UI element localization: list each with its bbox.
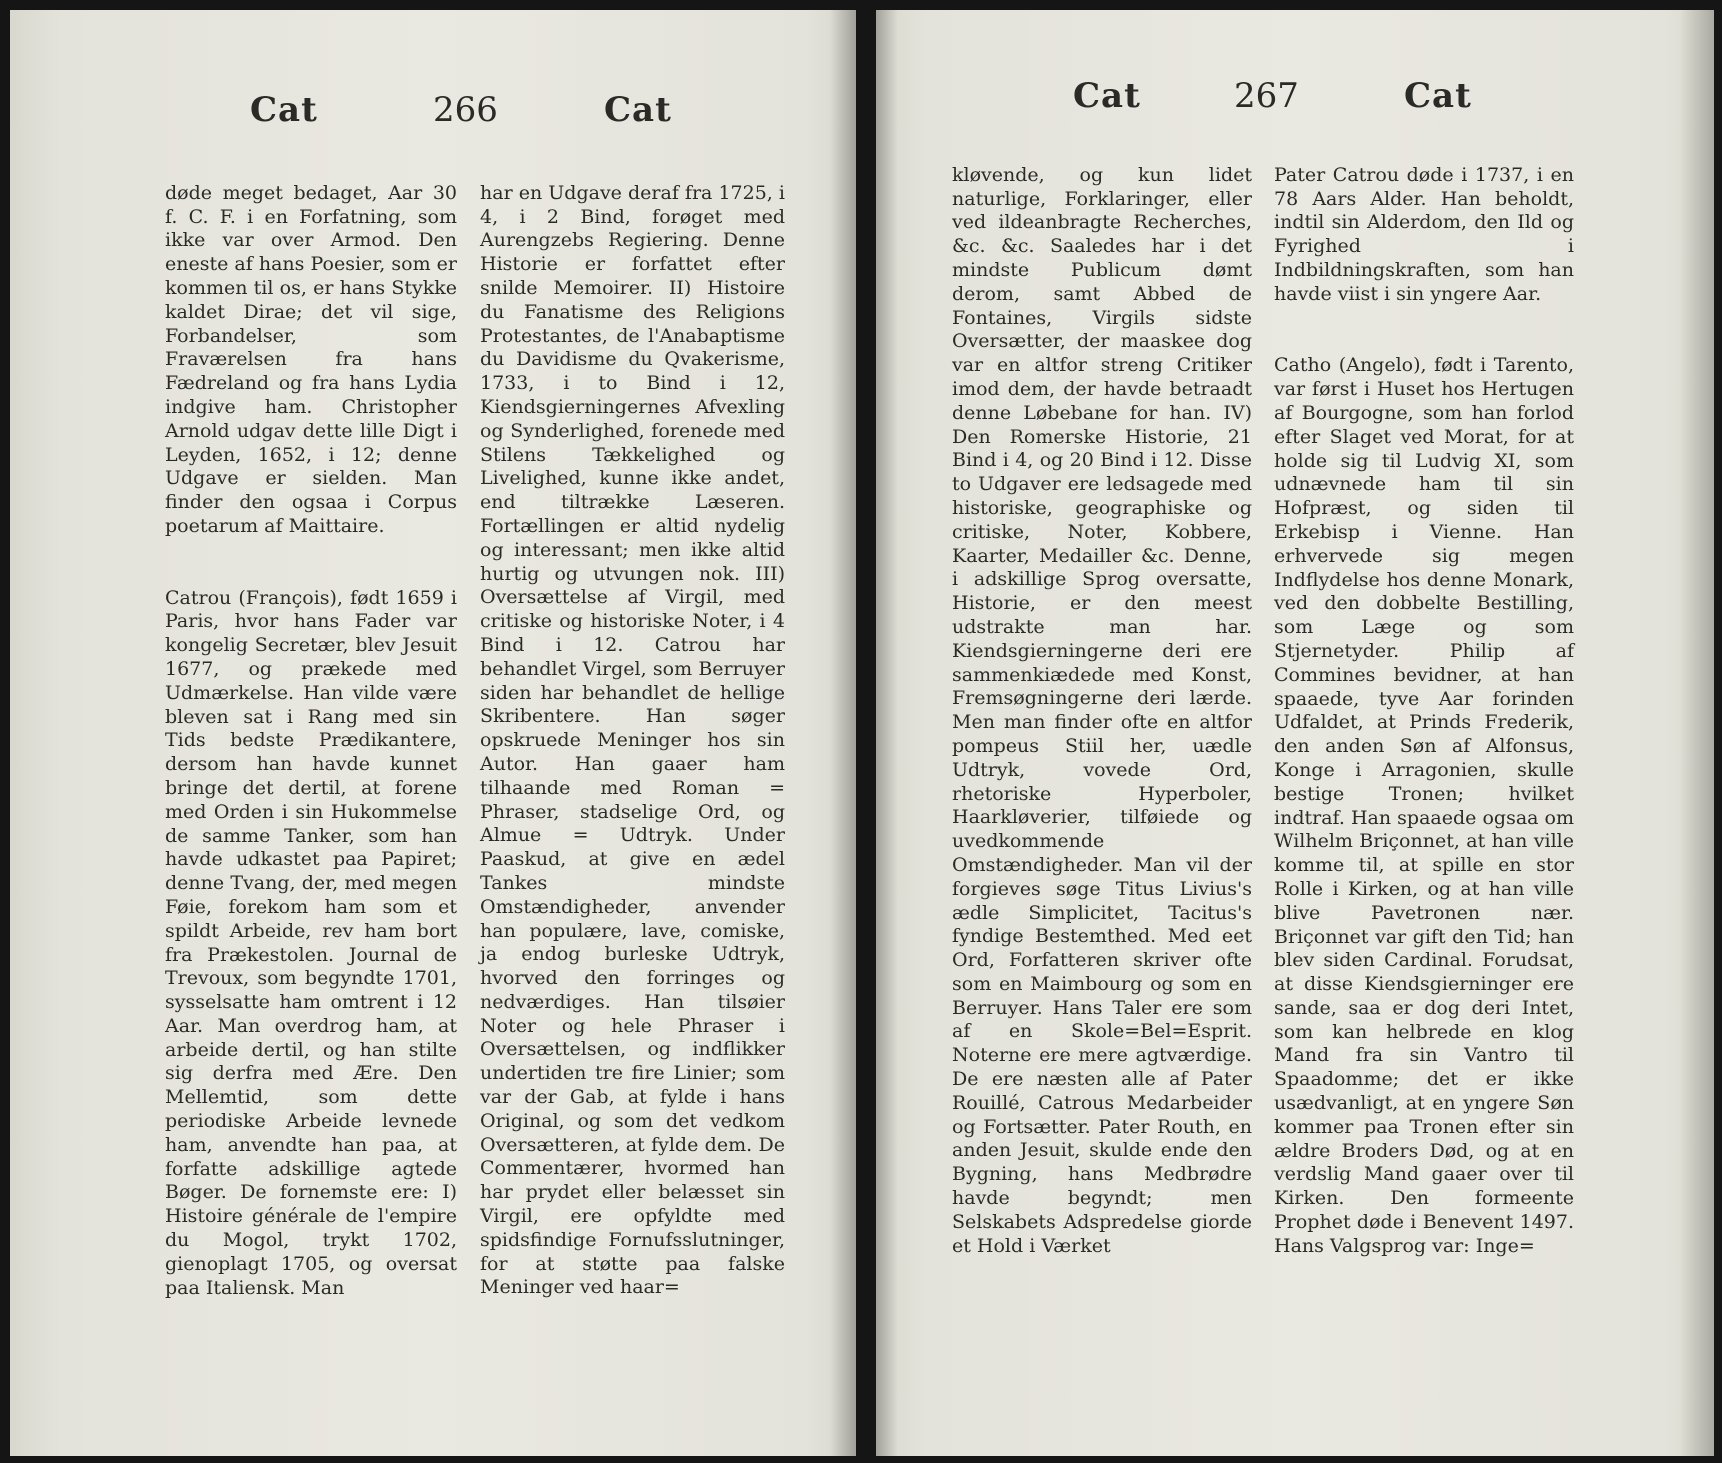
running-header-right: Cat: [1404, 76, 1472, 116]
running-header-left: Cat: [250, 90, 318, 130]
text-paragraph: Pater Catrou døde i 1737, i en 78 Aars Alder. Han beholdt, indtil sin Alderdom, den Ild og Fyrighed i Indbildningskraften, som han havde viist i sin yngere Aar.: [1274, 163, 1574, 305]
running-header-left: Cat: [1073, 76, 1141, 116]
text-column-right: [480, 158, 785, 1300]
text-paragraph: kløvende, og kun lidet naturlige, Forklaringer, eller ved ildeanbragte Recherches, &c. &c. Saaledes har i det mindste Publicum dømt derom, samt Abbed de Fontaines, Virgils sidste Oversætter, der maaskee dog var en altfor streng Critiker imod dem, der havde betraadt denne Løbebane for han. IV) Den Romerske Historie, 21 Bind i 4, og 20 Bind i 12. Disse to Udgaver ere ledsagede med historiske, geographiske og critiske, Noter, Kobbere, Kaarter, Medailler &c. Denne, i adskillige Sprog oversatte, Historie, er den meest udstrakte man har. Kiendsgierningerne deri ere sammenkiædede med Konst, Fremsøgningerne deri lærde. Men man finder ofte en altfor pompeus Stiil her, uædle Udtryk, vovede Ord, rhetoriske Hyperboler, Haarkløverier, tilføiede og uvedkommende Omstændigheder. Man vil der forgieves søge Titus Livius's ædle Simplicitet, Tacitus's fyndige Bestemthed. Med eet Ord, Forfatteren skriver ofte som en Maimbourg og som en Berruyer. Hans Taler ere som af en Skole=Bel=Esprit. Noterne ere mere agtværdige. De ere næsten alle af Pater Rouillé, Catrous Medarbeider og Fortsætter. Pater Routh, en anden Jesuit, skulde ende den Bygning, hans Medbrødre havde begyndt; men Selskabets Adspredelse giorde et Hold i Værket: [952, 163, 1252, 1257]
page-number: 267: [1234, 76, 1299, 116]
text-column-left: [952, 140, 1252, 1258]
right-page: [876, 10, 1714, 1456]
text-paragraph: Catho (Angelo), født i Tarento, var først i Huset hos Hertugen af Bourgogne, som han forlod efter Slaget ved Morat, for at holde sig til Ludvig XI, som udnævnede ham til sin Hofpræst, og siden til Erkebisp i Vienne. Han erhvervede sig megen Indflydelse hos denne Monark, ved den dobbelte Bestilling, som Læge og som Stjernetyder. Philip af Commines bevidner, at han spaaede, tyve Aar forinden Udfaldet, at Prinds Frederik, den anden Søn af Alfonsus, Konge i Arragonien, skulle bestige Tronen; hvilket indtraf. Han spaaede ogsaa om Wilhelm Briçonnet, at han ville komme til, at spille en stor Rolle i Kirken, og at han ville blive Pavetronen nær. Briçonnet var gift den Tid; han blev siden Cardinal. Forudsat, at disse Kiendsgierninger ere sande, saa er dog deri Intet, som kan helbrede en klog Mand fra sin Vantro til Spaadomme; det er ikke usædvanligt, at en yngere Søn kommer paa Tronen efter sin ældre Broders Død, og at en verdslig Mand gaaer over til Kirken. Den formeente Prophet døde i Benevent 1497. Hans Valgsprog var: Inge=: [1274, 354, 1574, 1257]
text-paragraph: Catrou (François), født 1659 i Paris, hvor hans Fader var kongelig Secretær, blev Jesuit 1677, og prækede med Udmærkelse. Han vilde være bleven sat i Rang med sin Tids bedste Prædikantere, dersom han havde kunnet bringe det dertil, at forene med Orden i sin Hukommelse de samme Tanker, som han havde udkastet paa Papiret; denne Tvang, der, med megen Føie, forekom ham som et spildt Arbeide, rev ham bort fra Prækestolen. Journal de Trevoux, som begyndte 1701, sysselsatte ham omtrent i 12 Aar. Man overdrog ham, at arbeide dertil, og han stilte sig derfra med Ære. Den Mellemtid, som dette periodiske Arbeide levnede ham, anvendte han paa, at forfatte adskillige agtede Bøger. De fornemste ere: I) Histoire générale de l'empire du Mogol, trykt 1702, gienoplagt 1705, og oversat paa Italiensk. Man: [165, 586, 457, 1299]
running-header-right: Cat: [604, 90, 672, 130]
text-column-right: [1274, 140, 1574, 1259]
text-column-left: [165, 158, 457, 1300]
left-page: [10, 10, 856, 1456]
text-paragraph: døde meget bedaget, Aar 30 f. C. F. i en Forfatning, som ikke var over Armod. Den eneste af hans Poesier, som er kommen til os, er hans Stykke kaldet Dirae; det vil sige, Forbandelser, som Fraværelsen fra hans Fædreland og fra hans Lydia indgive ham. Christopher Arnold udgav dette lille Digt i Leyden, 1652, i 12; denne Udgave er sielden. Man finder den ogsaa i Corpus poetarum af Maittaire.: [165, 181, 457, 537]
text-paragraph: har en Udgave deraf fra 1725, i 4, i 2 Bind, forøget med Aurengzebs Regiering. Denne Historie er forfattet efter snilde Memoirer. II) Histoire du Fanatisme des Religions Protestantes, de l'Anabaptisme du Davidisme du Qvakerisme, 1733, i to Bind i 12, Kiendsgierningernes Afvexling og Synderlighed, forenede med Stilens Tækkelighed og Livelighed, kunne ikke andet, end tiltrække Læseren. Fortællingen er altid nydelig og interessant; men ikke altid hurtig og utvungen nok. III) Oversættelse af Virgil, med critiske og historiske Noter, i 4 Bind i 12. Catrou har behandlet Virgel, som Berruyer siden har behandlet de hellige Skribentere. Han søger opskruede Meninger hos sin Autor. Han gaaer ham tilhaande med Roman = Phraser, stadselige Ord, og Almue = Udtryk. Under Paaskud, at give en ædel Tankes mindste Omstændigheder, anvender han populære, lave, comiske, ja endog burleske Udtryk, hvorved den forringes og nedværdiges. Han tilsøier Noter og hele Phraser i Oversættelsen, og indflikker undertiden tre fire Linier; som var der Gab, at fylde i hans Original, og som det vedkom Oversætteren, at fylde dem. De Commentærer, hvormed han har prydet eller belæsset sin Virgil, ere opfyldte med spidsfindige Fornufsslutninger, for at støtte paa falske Meninger ved haar=: [480, 181, 785, 1299]
page-number: 266: [433, 90, 498, 130]
